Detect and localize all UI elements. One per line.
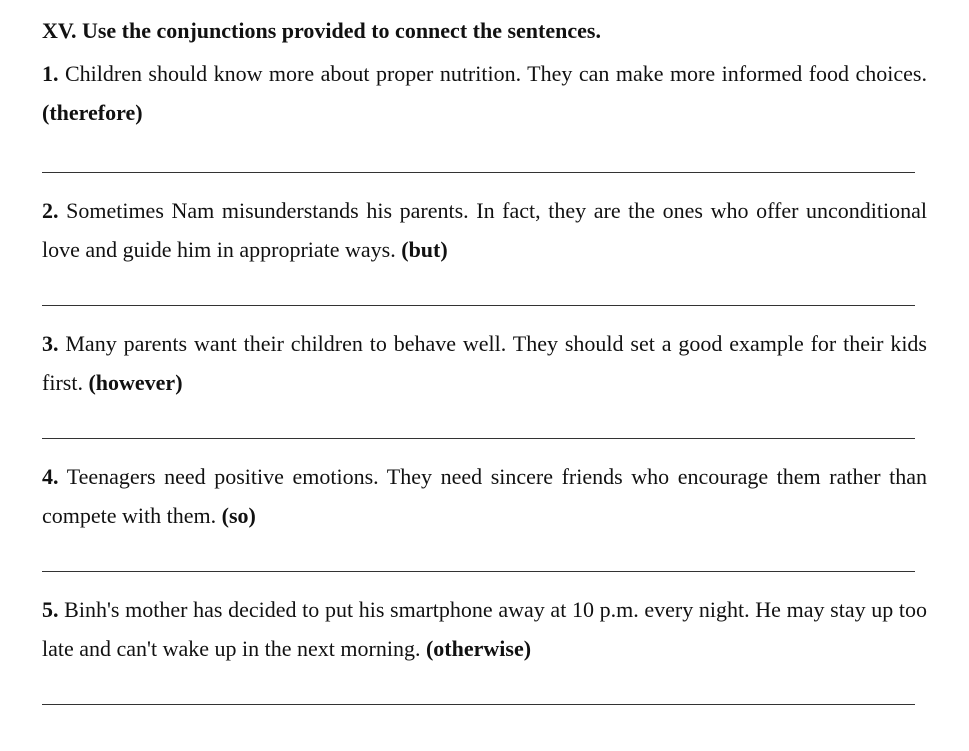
item-2-sentence xyxy=(42,191,927,269)
exercise-item-3 xyxy=(42,324,927,439)
item-1-text: Children should know more about proper nutrition. They can make more informed food choices. xyxy=(64,61,927,86)
item-3-answer-line[interactable] xyxy=(42,438,915,439)
item-5-answer-line[interactable] xyxy=(42,704,915,705)
item-3-number: 3. xyxy=(42,331,59,356)
item-4-sentence xyxy=(42,457,927,535)
exercise-item-4 xyxy=(42,457,927,572)
item-4-answer-line[interactable] xyxy=(42,571,915,572)
item-1-conjunction: (therefore) xyxy=(42,100,143,125)
item-1-sentence xyxy=(42,54,927,132)
item-4-text: Teenagers need positive emotions. They need sincere friends who encourage them rather than compete with them. xyxy=(42,464,927,528)
item-1-number: 1. xyxy=(42,61,59,86)
item-5-number: 5. xyxy=(42,597,59,622)
item-5-sentence xyxy=(42,590,927,668)
exercise-item-1 xyxy=(42,54,927,173)
item-3-text: Many parents want their children to behave well. They should set a good example for their kids first. xyxy=(42,331,927,395)
item-5-conjunction: (otherwise) xyxy=(425,636,532,661)
item-2-number: 2. xyxy=(42,198,59,223)
exercise-item-5 xyxy=(42,590,927,705)
item-3-sentence xyxy=(42,324,927,402)
item-2-text: Sometimes Nam misunderstands his parents. In fact, they are the ones who offer unconditional love and guide him in appropriate ways. xyxy=(42,198,928,262)
item-5-text: Binh's mother has decided to put his smartphone away at 10 p.m. every night. He may stay up too late and can't wake up in the next morning. xyxy=(42,597,928,661)
item-4-conjunction: (so) xyxy=(221,503,256,528)
item-4-number: 4. xyxy=(42,464,59,489)
exercise-item-2 xyxy=(42,191,927,306)
item-1-answer-line[interactable] xyxy=(42,172,915,173)
item-3-conjunction: (however) xyxy=(88,370,183,395)
exercise-title: XV. Use the conjunctions provided to connect the sentences. xyxy=(42,18,601,43)
item-2-answer-line[interactable] xyxy=(42,305,915,306)
item-2-conjunction: (but) xyxy=(401,237,448,262)
